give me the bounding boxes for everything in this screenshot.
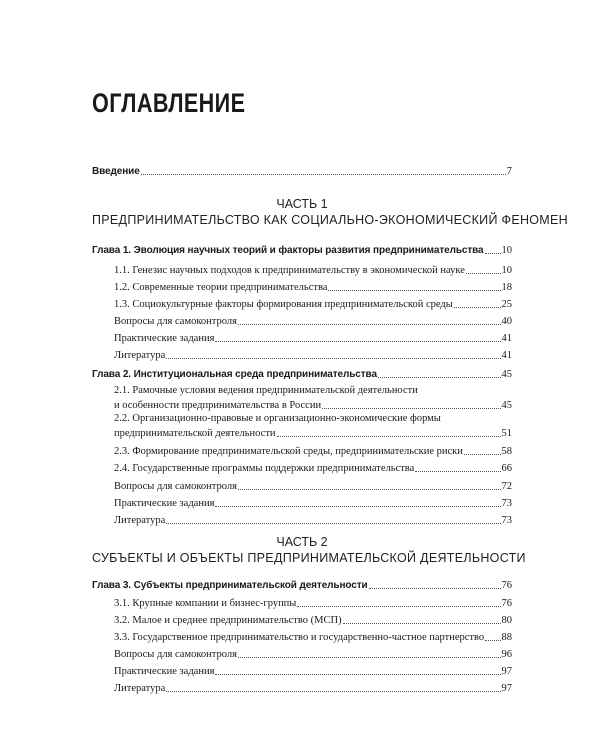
toc-section-3-questions[interactable] xyxy=(114,647,512,661)
toc-entry-label: Практические задания xyxy=(114,333,215,344)
toc-entry-page: 76 xyxy=(501,580,512,591)
toc-section-1-2[interactable] xyxy=(114,280,512,294)
dot-leader xyxy=(238,657,501,658)
toc-section-1-1[interactable] xyxy=(114,263,512,277)
dot-leader xyxy=(378,377,501,378)
toc-section-2-practice[interactable] xyxy=(114,496,512,510)
dot-leader xyxy=(328,290,500,291)
toc-section-3-practice[interactable] xyxy=(114,664,512,678)
toc-entry-label: 3.2. Малое и среднее предпринимательство (МСП) xyxy=(114,615,342,626)
toc-entry-label: 1.3. Социокультурные факторы формирования предпринимательской среды xyxy=(114,299,453,310)
toc-entry-label: Глава 3. Субъекты предпринимательской деятельности xyxy=(92,580,368,591)
dot-leader xyxy=(277,436,501,437)
toc-entry-page: 45 xyxy=(501,369,512,380)
toc-entry-page: 73 xyxy=(501,498,512,509)
dot-leader xyxy=(141,174,506,175)
toc-section-3-1[interactable] xyxy=(114,596,512,610)
toc-entry-label: Практические задания xyxy=(114,498,215,509)
toc-entry-page: 88 xyxy=(501,632,512,643)
toc-section-1-literature[interactable] xyxy=(114,348,512,362)
toc-entry-page: 41 xyxy=(501,333,512,344)
toc-section-2-questions[interactable] xyxy=(114,479,512,493)
toc-entry-page: 58 xyxy=(501,446,512,457)
part-number: ЧАСТЬ 2 xyxy=(276,535,328,549)
toc-entry-page: 10 xyxy=(501,265,512,276)
dot-leader xyxy=(464,454,501,455)
toc-entry-label: Введение xyxy=(92,166,140,177)
dot-leader xyxy=(238,324,501,325)
toc-section-3-literature[interactable] xyxy=(114,681,512,695)
toc-entry-label: 2.3. Формирование предпринимательской среды, предпринимательские риски xyxy=(114,446,463,457)
toc-section-2-3[interactable] xyxy=(114,444,512,458)
toc-entry-page: 72 xyxy=(501,481,512,492)
dot-leader xyxy=(485,253,501,254)
toc-entry-page: 80 xyxy=(501,615,512,626)
dot-leader xyxy=(238,489,501,490)
toc-entry-label: Практические задания xyxy=(114,666,215,677)
toc-entry-page: 66 xyxy=(501,463,512,474)
toc-entry-intro[interactable] xyxy=(92,164,512,178)
toc-chapter-2[interactable] xyxy=(92,367,512,381)
part-1-heading xyxy=(92,196,568,228)
toc-section-1-practice[interactable] xyxy=(114,331,512,345)
toc-chapter-1[interactable] xyxy=(92,243,512,257)
toc-entry-page: 45 xyxy=(501,400,512,411)
toc-section-2-2-line1[interactable]: 2.2. Организационно-правовые и организационно-экономические формы xyxy=(114,413,441,424)
dot-leader xyxy=(215,674,500,675)
toc-section-2-1-line1[interactable]: 2.1. Рамочные условия ведения предпринимательской деятельности xyxy=(114,385,418,396)
toc-section-2-literature[interactable] xyxy=(114,513,512,527)
toc-section-3-3[interactable] xyxy=(114,630,512,644)
dot-leader xyxy=(166,691,500,692)
toc-entry-label: Вопросы для самоконтроля xyxy=(114,481,237,492)
dot-leader xyxy=(343,623,501,624)
toc-entry-label: Литература xyxy=(114,515,166,526)
toc-entry-page: 40 xyxy=(501,316,512,327)
toc-entry-page: 18 xyxy=(501,282,512,293)
dot-leader xyxy=(454,307,501,308)
toc-section-2-2[interactable] xyxy=(114,426,512,440)
toc-entry-page: 41 xyxy=(501,350,512,361)
toc-section-2-1[interactable] xyxy=(114,398,512,412)
part-2-heading xyxy=(92,534,526,566)
dot-leader xyxy=(415,471,500,472)
toc-entry-page: 96 xyxy=(501,649,512,660)
part-number: ЧАСТЬ 1 xyxy=(276,197,328,211)
toc-chapter-3[interactable] xyxy=(92,578,512,592)
toc-entry-page: 25 xyxy=(501,299,512,310)
toc-entry-page: 73 xyxy=(501,515,512,526)
toc-entry-label: 3.1. Крупные компании и бизнес-группы xyxy=(114,598,297,609)
dot-leader xyxy=(297,606,500,607)
toc-entry-label: Вопросы для самоконтроля xyxy=(114,316,237,327)
dot-leader xyxy=(215,506,500,507)
toc-entry-label: предпринимательской деятельности xyxy=(114,428,276,439)
toc-section-3-2[interactable] xyxy=(114,613,512,627)
dot-leader xyxy=(485,640,500,641)
dot-leader xyxy=(322,408,500,409)
toc-entry-label: Литература xyxy=(114,683,166,694)
toc-entry-label: 1.1. Генезис научных подходов к предпринимательству в экономической науке xyxy=(114,265,465,276)
dot-leader xyxy=(166,358,500,359)
toc-entry-page: 51 xyxy=(501,428,512,439)
toc-entry-page: 7 xyxy=(506,166,512,177)
toc-section-1-3[interactable] xyxy=(114,297,512,311)
toc-entry-label: Вопросы для самоконтроля xyxy=(114,649,237,660)
toc-entry-label: и особенности предпринимательства в России xyxy=(114,400,322,411)
toc-entry-page: 76 xyxy=(501,598,512,609)
toc-entry-label: 1.2. Современные теории предпринимательства xyxy=(114,282,328,293)
dot-leader xyxy=(166,523,500,524)
toc-entry-label: 2.4. Государственные программы поддержки предпринимательства xyxy=(114,463,415,474)
toc-entry-label: 3.3. Государственное предпринимательство и государственно-частное партнерство xyxy=(114,632,485,643)
dot-leader xyxy=(466,273,501,274)
toc-entry-label: Глава 1. Эволюция научных теорий и факторы развития предпринимательства xyxy=(92,245,484,256)
toc-entry-page: 97 xyxy=(501,666,512,677)
part-title: ПРЕДПРИНИМАТЕЛЬСТВО КАК СОЦИАЛЬНО-ЭКОНОМИЧЕСКИЙ ФЕНОМЕН xyxy=(92,213,568,227)
toc-entry-page: 10 xyxy=(501,245,512,256)
dot-leader xyxy=(215,341,500,342)
toc-section-1-questions[interactable] xyxy=(114,314,512,328)
toc-entry-page: 97 xyxy=(501,683,512,694)
toc-entry-label: Литература xyxy=(114,350,166,361)
toc-section-2-4[interactable] xyxy=(114,461,512,475)
page-title: ОГЛАВЛЕНИЕ xyxy=(92,88,246,118)
toc-entry-label: Глава 2. Институциональная среда предпринимательства xyxy=(92,369,377,380)
part-title: СУБЪЕКТЫ И ОБЪЕКТЫ ПРЕДПРИНИМАТЕЛЬСКОЙ ДЕЯТЕЛЬНОСТИ xyxy=(92,551,526,565)
dot-leader xyxy=(369,588,501,589)
